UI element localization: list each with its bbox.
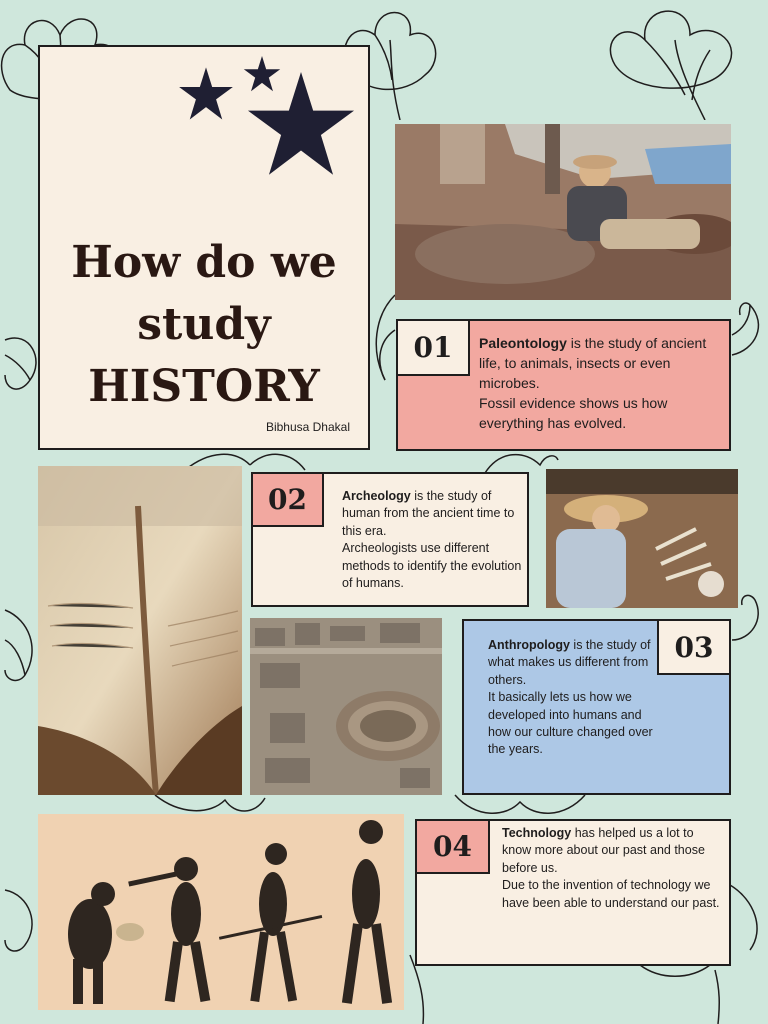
info-text: Anthropology is the study of what makes us different from others. It basically lets us how we developed into humans and how our culture changed over the years. [488, 638, 653, 757]
flower-decoration [600, 0, 750, 120]
info-text: Archeology is the study of human from the ancient time to this era. Archeologists use different methods to identify the evolution of humans. [342, 489, 522, 591]
title-card [38, 45, 370, 450]
section-number: 04 [415, 819, 490, 874]
section-number: 01 [396, 319, 470, 376]
section-number: 02 [251, 472, 324, 527]
info-extra: Due to the invention of technology we have been able to understand our past. [502, 878, 720, 910]
author-name: Bibhusa Dhakal [265, 420, 350, 434]
evolution-illustration [38, 814, 404, 1010]
info-term: Archeology [342, 489, 411, 503]
paleontology-photo [395, 124, 731, 300]
old-book-photo [38, 466, 242, 795]
aerial-ruins-photo [250, 618, 442, 795]
flower-decoration [0, 600, 40, 690]
info-text: Paleontology is the study of ancient life, to animals, insects or even microbes. Fossil evidence shows us how everything has evolved. [479, 335, 707, 431]
info-extra: Fossil evidence shows us how everything has evolved. [479, 395, 668, 431]
archeologist-photo [546, 469, 738, 608]
info-extra: Archeologists use different methods to identify the evolution of humans. [342, 541, 522, 591]
title-line-1: How do we [71, 237, 337, 288]
title-line-2: study [137, 299, 271, 350]
page-title [40, 232, 368, 418]
info-term: Paleontology [479, 335, 567, 351]
star-icon [178, 67, 234, 121]
section-number: 03 [657, 619, 731, 675]
title-line-3: HISTORY [88, 361, 320, 412]
info-extra: It basically lets us how we developed into humans and how our culture changed over the years. [488, 690, 653, 757]
flower-decoration [730, 295, 768, 365]
info-text: Technology has helped us a lot to know more about our past and those before us. Due to the invention of technology we have been able to understand our past. [502, 826, 720, 910]
info-term: Anthropology [488, 638, 570, 652]
star-icon [243, 72, 359, 177]
flower-decoration [0, 880, 40, 960]
info-term: Technology [502, 826, 572, 840]
